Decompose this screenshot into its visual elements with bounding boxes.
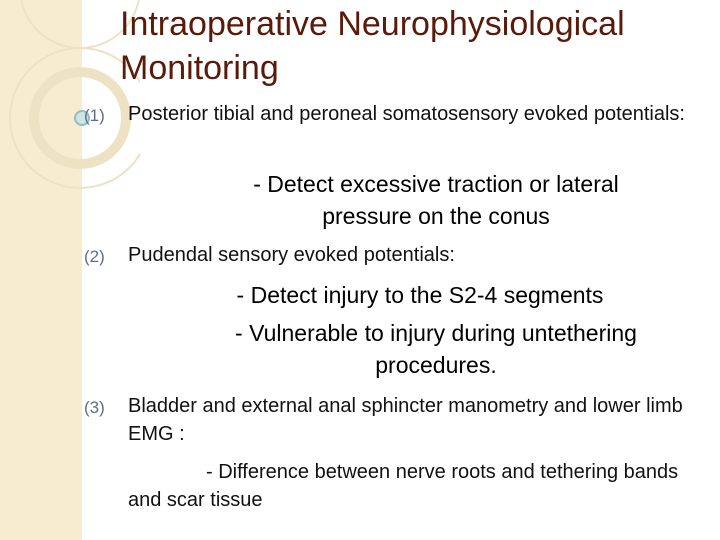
- slide-title: Intraoperative Neurophysiological Monitoring: [120, 5, 625, 87]
- item-text-3: Bladder and external anal sphincter manometry and lower limb EMG :: [128, 395, 683, 445]
- item-number-1: (1): [84, 106, 105, 125]
- item-3-detail-1: - Difference between nerve roots and tethering bands and scar tissue: [128, 461, 679, 511]
- decorative-rings: [0, 0, 140, 220]
- item-2-detail-1: - Detect injury to the S2-4 segments: [236, 282, 604, 308]
- item-number-3: (3): [84, 398, 105, 417]
- item-number-2: (2): [84, 247, 105, 266]
- item-1-detail-1: - Detect excessive traction or lateral pressure on the conus: [253, 171, 619, 229]
- item-text-1: Posterior tibial and peroneal somatosensory evoked potentials:: [128, 103, 685, 125]
- item-text-2: Pudendal sensory evoked potentials:: [128, 244, 455, 266]
- item-2-detail-2: - Vulnerable to injury during untethering procedures.: [235, 320, 637, 378]
